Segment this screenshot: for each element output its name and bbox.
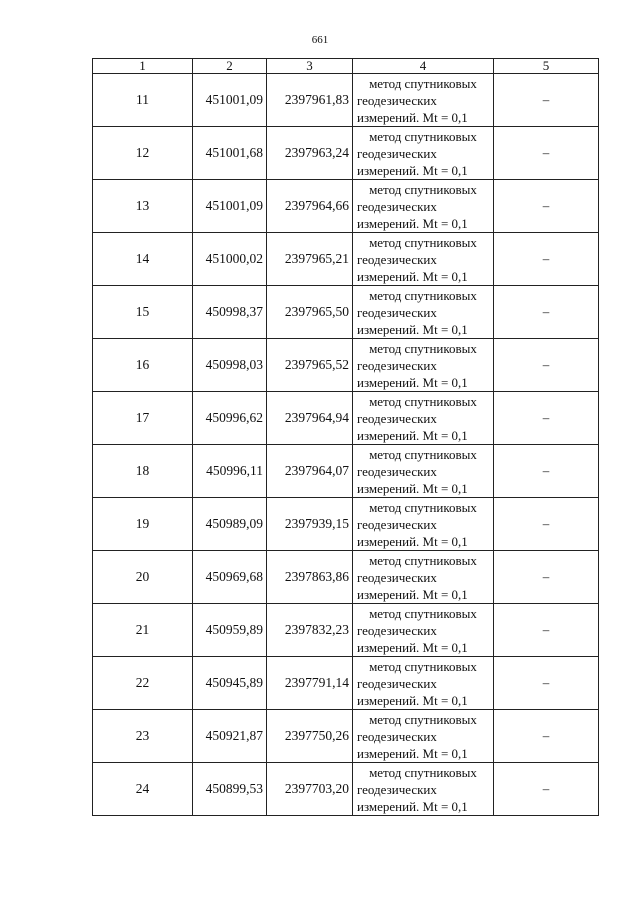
x-coordinate-cell: 450969,68 [193, 551, 267, 604]
y-coordinate-cell: 2397750,26 [267, 710, 353, 763]
y-coordinate-cell: 2397965,52 [267, 339, 353, 392]
note-cell: – [494, 498, 599, 551]
method-line: метод спутниковых [369, 446, 477, 462]
method-line: измерений. Mt = 0,1 [357, 109, 468, 125]
y-coordinate-cell: 2397963,24 [267, 127, 353, 180]
method-line: метод спутниковых [369, 234, 477, 250]
method-line: метод спутниковых [369, 128, 477, 144]
method-cell [353, 74, 494, 127]
header-col-2: 2 [193, 59, 267, 74]
method-line: геодезических [357, 92, 437, 108]
note-cell: – [494, 74, 599, 127]
note-cell: – [494, 445, 599, 498]
method-cell [353, 498, 494, 551]
note-cell: – [494, 339, 599, 392]
method-line: измерений. Mt = 0,1 [357, 639, 468, 655]
point-number-cell: 12 [93, 127, 193, 180]
table-row [93, 74, 599, 127]
method-line: геодезических [357, 675, 437, 691]
method-cell [353, 339, 494, 392]
x-coordinate-cell: 450996,62 [193, 392, 267, 445]
x-coordinate-cell: 451001,09 [193, 180, 267, 233]
method-line: геодезических [357, 410, 437, 426]
method-line: геодезических [357, 622, 437, 638]
point-number-cell: 13 [93, 180, 193, 233]
note-cell: – [494, 392, 599, 445]
table-row [93, 657, 599, 710]
method-line: геодезических [357, 251, 437, 267]
y-coordinate-cell: 2397964,66 [267, 180, 353, 233]
point-number-cell: 21 [93, 604, 193, 657]
note-cell: – [494, 127, 599, 180]
method-line: измерений. Mt = 0,1 [357, 798, 468, 814]
x-coordinate-cell: 450899,53 [193, 763, 267, 816]
note-cell: – [494, 286, 599, 339]
method-line: метод спутниковых [369, 340, 477, 356]
method-line: геодезических [357, 728, 437, 744]
method-cell [353, 763, 494, 816]
method-line: измерений. Mt = 0,1 [357, 162, 468, 178]
method-line: геодезических [357, 463, 437, 479]
method-line: геодезических [357, 569, 437, 585]
method-cell [353, 233, 494, 286]
y-coordinate-cell: 2397965,21 [267, 233, 353, 286]
y-coordinate-cell: 2397965,50 [267, 286, 353, 339]
point-number-cell: 18 [93, 445, 193, 498]
point-number-cell: 22 [93, 657, 193, 710]
method-line: геодезических [357, 781, 437, 797]
header-row [93, 59, 599, 74]
coordinates-table [92, 58, 599, 816]
note-cell: – [494, 551, 599, 604]
table-row [93, 180, 599, 233]
method-cell [353, 445, 494, 498]
method-cell [353, 604, 494, 657]
method-line: метод спутниковых [369, 764, 477, 780]
point-number-cell: 17 [93, 392, 193, 445]
y-coordinate-cell: 2397939,15 [267, 498, 353, 551]
point-number-cell: 24 [93, 763, 193, 816]
page-number: 661 [311, 34, 329, 46]
method-line: геодезических [357, 516, 437, 532]
method-line: измерений. Mt = 0,1 [357, 692, 468, 708]
table-row [93, 339, 599, 392]
method-cell [353, 392, 494, 445]
table-row [93, 445, 599, 498]
method-cell [353, 127, 494, 180]
x-coordinate-cell: 450945,89 [193, 657, 267, 710]
note-cell: – [494, 763, 599, 816]
point-number-cell: 16 [93, 339, 193, 392]
method-line: геодезических [357, 357, 437, 373]
note-cell: – [494, 710, 599, 763]
method-line: измерений. Mt = 0,1 [357, 215, 468, 231]
table-row [93, 498, 599, 551]
method-cell [353, 551, 494, 604]
point-number-cell: 20 [93, 551, 193, 604]
table-row [93, 551, 599, 604]
method-cell [353, 710, 494, 763]
method-line: метод спутниковых [369, 711, 477, 727]
method-line: метод спутниковых [369, 75, 477, 91]
note-cell: – [494, 233, 599, 286]
method-line: измерений. Mt = 0,1 [357, 427, 468, 443]
method-line: метод спутниковых [369, 287, 477, 303]
x-coordinate-cell: 450989,09 [193, 498, 267, 551]
point-number-cell: 14 [93, 233, 193, 286]
table-row [93, 127, 599, 180]
y-coordinate-cell: 2397791,14 [267, 657, 353, 710]
method-line: метод спутниковых [369, 552, 477, 568]
y-coordinate-cell: 2397964,94 [267, 392, 353, 445]
method-line: измерений. Mt = 0,1 [357, 374, 468, 390]
x-coordinate-cell: 450998,37 [193, 286, 267, 339]
method-line: метод спутниковых [369, 393, 477, 409]
method-line: метод спутниковых [369, 499, 477, 515]
method-cell [353, 180, 494, 233]
header-col-1: 1 [93, 59, 193, 74]
method-line: геодезических [357, 198, 437, 214]
y-coordinate-cell: 2397961,83 [267, 74, 353, 127]
x-coordinate-cell: 450998,03 [193, 339, 267, 392]
method-line: измерений. Mt = 0,1 [357, 268, 468, 284]
method-line: геодезических [357, 304, 437, 320]
point-number-cell: 15 [93, 286, 193, 339]
table-row [93, 604, 599, 657]
x-coordinate-cell: 450921,87 [193, 710, 267, 763]
table-row [93, 286, 599, 339]
x-coordinate-cell: 451001,09 [193, 74, 267, 127]
method-line: измерений. Mt = 0,1 [357, 321, 468, 337]
y-coordinate-cell: 2397832,23 [267, 604, 353, 657]
method-line: измерений. Mt = 0,1 [357, 533, 468, 549]
method-line: геодезических [357, 145, 437, 161]
header-col-3: 3 [267, 59, 353, 74]
point-number-cell: 19 [93, 498, 193, 551]
method-line: измерений. Mt = 0,1 [357, 480, 468, 496]
table-row [93, 392, 599, 445]
x-coordinate-cell: 451001,68 [193, 127, 267, 180]
method-cell [353, 657, 494, 710]
method-line: измерений. Mt = 0,1 [357, 745, 468, 761]
table-row [93, 763, 599, 816]
method-line: метод спутниковых [369, 658, 477, 674]
y-coordinate-cell: 2397964,07 [267, 445, 353, 498]
note-cell: – [494, 180, 599, 233]
x-coordinate-cell: 451000,02 [193, 233, 267, 286]
method-line: метод спутниковых [369, 605, 477, 621]
header-col-4: 4 [353, 59, 494, 74]
x-coordinate-cell: 450996,11 [193, 445, 267, 498]
table-row [93, 233, 599, 286]
table-header [93, 59, 599, 74]
y-coordinate-cell: 2397703,20 [267, 763, 353, 816]
table-body [93, 74, 599, 816]
header-col-5: 5 [494, 59, 599, 74]
x-coordinate-cell: 450959,89 [193, 604, 267, 657]
method-line: измерений. Mt = 0,1 [357, 586, 468, 602]
note-cell: – [494, 657, 599, 710]
method-cell [353, 286, 494, 339]
method-line: метод спутниковых [369, 181, 477, 197]
table-row [93, 710, 599, 763]
note-cell: – [494, 604, 599, 657]
point-number-cell: 23 [93, 710, 193, 763]
point-number-cell: 11 [93, 74, 193, 127]
y-coordinate-cell: 2397863,86 [267, 551, 353, 604]
